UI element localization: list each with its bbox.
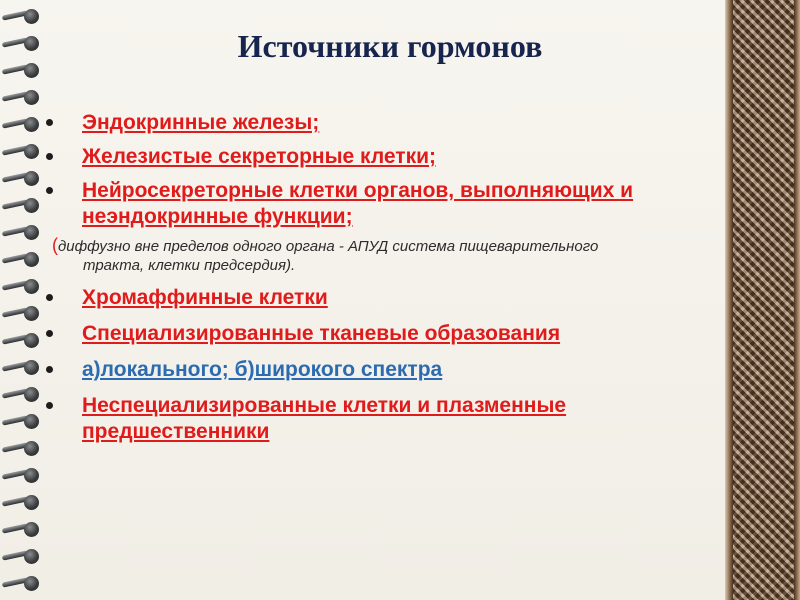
list-item-text: Железистые секреторные клетки; (82, 145, 436, 168)
binding-ring-icon (2, 143, 42, 161)
binding-ring-icon (2, 8, 42, 26)
binding-ring-icon (2, 62, 42, 80)
binding-ring-icon (2, 413, 42, 431)
binding-ring-icon (2, 170, 42, 188)
binding-ring-icon (2, 332, 42, 350)
list-item (40, 321, 760, 347)
list-item-text: Хромаффинные клетки (82, 286, 328, 309)
list-item-text: Специализированные тканевые образования (82, 322, 561, 345)
list-item-text: Нейросекреторные клетки органов, выполняющих и неэндокринные функции; (82, 179, 634, 228)
binding-ring-icon (2, 278, 42, 296)
binding-ring-icon (2, 467, 42, 485)
note-open-paren: ( (52, 235, 58, 255)
list-item (40, 110, 760, 136)
bullet-list (40, 110, 760, 445)
binding-ring-icon (2, 305, 42, 323)
binding-ring-icon (2, 575, 42, 593)
note-text (40, 236, 760, 275)
list-item (40, 393, 732, 445)
binding-ring-icon (2, 89, 42, 107)
binding-ring-icon (2, 359, 42, 377)
bullet-icon (46, 119, 53, 126)
bullet-icon (46, 187, 53, 194)
binding-ring-icon (2, 251, 42, 269)
bullet-icon (46, 153, 53, 160)
binding-ring-icon (2, 521, 42, 539)
binding-ring-icon (2, 197, 42, 215)
binding-ring-icon (2, 224, 42, 242)
bullet-icon (46, 402, 53, 409)
binding-ring-icon (2, 494, 42, 512)
list-item (40, 285, 760, 311)
binding-ring-icon (2, 548, 42, 566)
binding-ring-icon (2, 386, 42, 404)
list-item-text: Неспециализированные клетки и плазменные предшественники (82, 394, 567, 443)
note-line-1: диффузно вне пределов одного органа - АПУД система пищеварительного (58, 238, 599, 255)
bullet-icon (46, 330, 53, 337)
note-line-2: тракта, клетки предсердия). (83, 257, 296, 274)
binding-ring-icon (2, 116, 42, 134)
list-item (40, 357, 760, 383)
list-item (40, 178, 722, 230)
bullet-icon (46, 366, 53, 373)
list-item-text: Эндокринные железы; (82, 111, 320, 134)
list-item-text: а)локального; б)широкого спектра (82, 358, 443, 381)
binding-ring-icon (2, 440, 42, 458)
list-item (40, 144, 760, 170)
bullet-icon (46, 294, 53, 301)
slide-title: Источники гормонов (237, 28, 543, 64)
border-edge-right (794, 0, 800, 600)
binding-ring-icon (2, 35, 42, 53)
